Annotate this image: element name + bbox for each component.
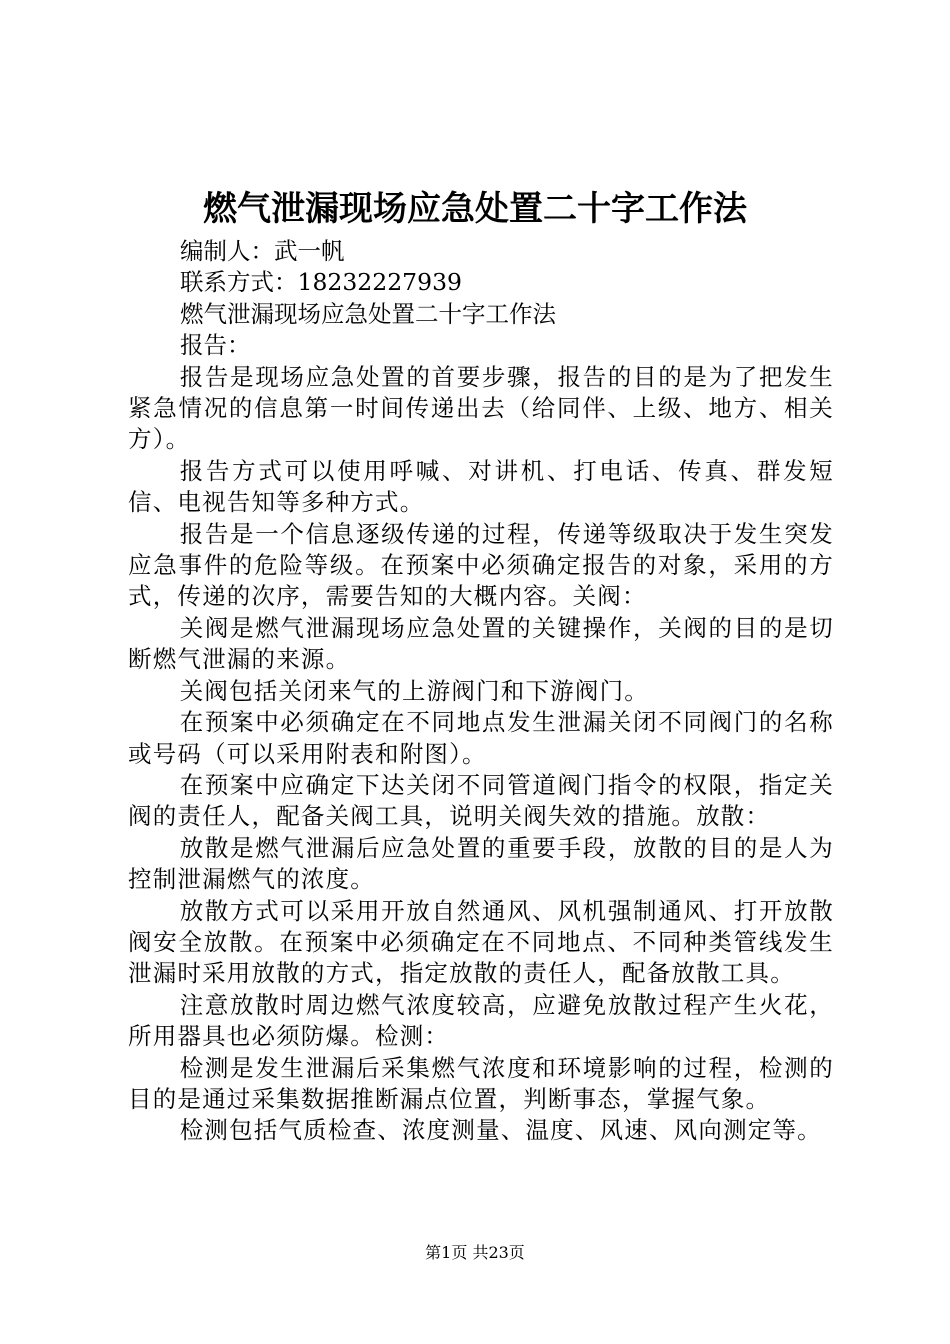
paragraph: 关阀是燃气泄漏现场应急处置的关键操作，关阀的目的是切断燃气泄漏的来源。 [128, 613, 834, 674]
paragraph: 在预案中必须确定在不同地点发生泄漏关闭不同阀门的名称或号码（可以采用附表和附图）。 [128, 708, 834, 768]
paragraph: 报告方式可以使用呼喊、对讲机、打电话、传真、群发短信、电视告知等多种方式。 [128, 456, 834, 517]
paragraph: 关阀包括关闭来气的上游阀门和下游阀门。 [179, 676, 649, 705]
paragraph: 放散是燃气泄漏后应急处置的重要手段，放散的目的是人为控制泄漏燃气的浓度。 [128, 833, 834, 894]
section-heading-report: 报告： [180, 331, 251, 360]
page-footer: 第1页 共23页 [425, 1243, 525, 1262]
document-body [128, 236, 834, 1147]
paragraph: 放散方式可以采用开放自然通风、风机强制通风、打开放散阀安全放散。在预案中必须确定在不同地点、不同种类管线发生泄漏时采用放散的方式，指定放散的责任人，配备放散工具。 [128, 896, 834, 988]
paragraph: 报告是现场应急处置的首要步骤，报告的目的是为了把发生紧急情况的信息第一时间传递出去（给同伴、上级、地方、相关方）。 [128, 362, 834, 454]
contact-line: 联系方式：18232227939 [180, 268, 462, 297]
paragraph: 检测是发生泄漏后采集燃气浓度和环境影响的过程，检测的目的是通过采集数据推断漏点位置，判断事态，掌握气象。 [128, 1053, 834, 1113]
subtitle-line: 燃气泄漏现场应急处置二十字工作法 [180, 299, 556, 328]
paragraph: 报告是一个信息逐级传递的过程，传递等级取决于发生突发应急事件的危险等级。在预案中必须确定报告的对象，采用的方式，传递的次序，需要告知的大概内容。关阀： [128, 519, 834, 611]
paragraph: 检测包括气质检查、浓度测量、温度、风速、风向测定等。 [179, 1116, 822, 1145]
document-title: 燃气泄漏现场应急处置二十字工作法 [203, 189, 747, 229]
editor-line: 编制人：武一帆 [180, 237, 345, 265]
paragraph: 注意放散时周边燃气浓度较高，应避免放散过程产生火花，所用器具也必须防爆。检测： [128, 990, 834, 1051]
paragraph: 在预案中应确定下达关闭不同管道阀门指令的权限，指定关阀的责任人，配备关阀工具，说明关阀失效的措施。放散： [128, 770, 834, 831]
